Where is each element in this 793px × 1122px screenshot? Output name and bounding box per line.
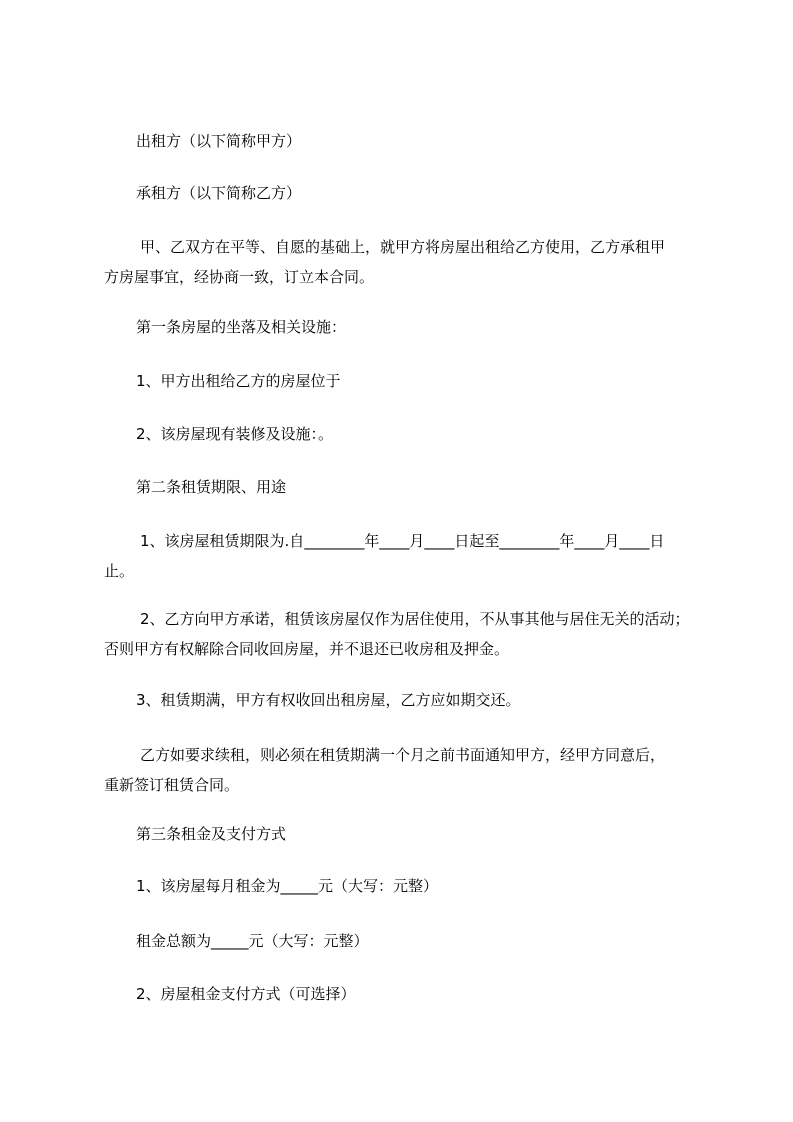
lessor-line [104, 126, 748, 156]
text-line: 否则甲方有权解除合同收回房屋，并不退还已收房租及押金。 [104, 640, 510, 658]
text-line: 1、甲方出租给乙方的房屋位于 [136, 372, 341, 390]
text-line: 租金总额为_____元（大写：元整） [136, 932, 369, 950]
text-line: 1、该房屋每月租金为_____元（大写：元整） [136, 877, 439, 895]
text-line: 2、该房屋现有装修及设施：。 [136, 425, 334, 443]
text-line: 第一条房屋的坐落及相关设施： [136, 318, 347, 336]
text-line: 乙方如要求续租，则必须在租赁期满一个月之前书面通知甲方，经甲方同意后， [140, 746, 666, 764]
text-line: 承租方（以下简称乙方） [136, 184, 302, 202]
text-line: 出租方（以下简称甲方） [136, 132, 302, 150]
intro-paragraph [104, 232, 716, 292]
text-line: 2、乙方向甲方承诺，租赁该房屋仅作为居住使用，不从事其他与居住无关的活动； [140, 610, 690, 628]
article-3-item-1 [104, 871, 748, 901]
lessee-line [104, 178, 748, 208]
article-1-title [104, 312, 748, 342]
text-line: 重新签订租赁合同。 [104, 776, 240, 794]
text-line: 第二条租赁期限、用途 [136, 478, 287, 496]
article-2-item-1 [104, 526, 716, 586]
article-3-title [104, 819, 748, 849]
text-line: 3、租赁期满，甲方有权收回出租房屋，乙方应如期交还。 [136, 691, 521, 709]
text-line: 1、该房屋租赁期限为.自________年____月____日起至________年____月____日 [140, 532, 665, 550]
text-line: 第三条租金及支付方式 [136, 825, 287, 843]
article-3-total [104, 926, 748, 956]
renewal-paragraph [104, 740, 716, 800]
article-2-item-3 [104, 685, 748, 715]
article-1-item-2 [104, 419, 748, 449]
article-2-item-2 [104, 604, 716, 664]
article-1-item-1 [104, 366, 748, 396]
article-2-title [104, 472, 748, 502]
article-3-item-2 [104, 979, 748, 1009]
text-line: 2、房屋租金支付方式（可选择） [136, 985, 356, 1003]
text-line: 方房屋事宜，经协商一致，订立本合同。 [104, 268, 375, 286]
text-line: 止。 [104, 562, 135, 580]
text-line: 甲、乙双方在平等、自愿的基础上，就甲方将房屋出租给乙方使用，乙方承租甲 [140, 238, 666, 256]
